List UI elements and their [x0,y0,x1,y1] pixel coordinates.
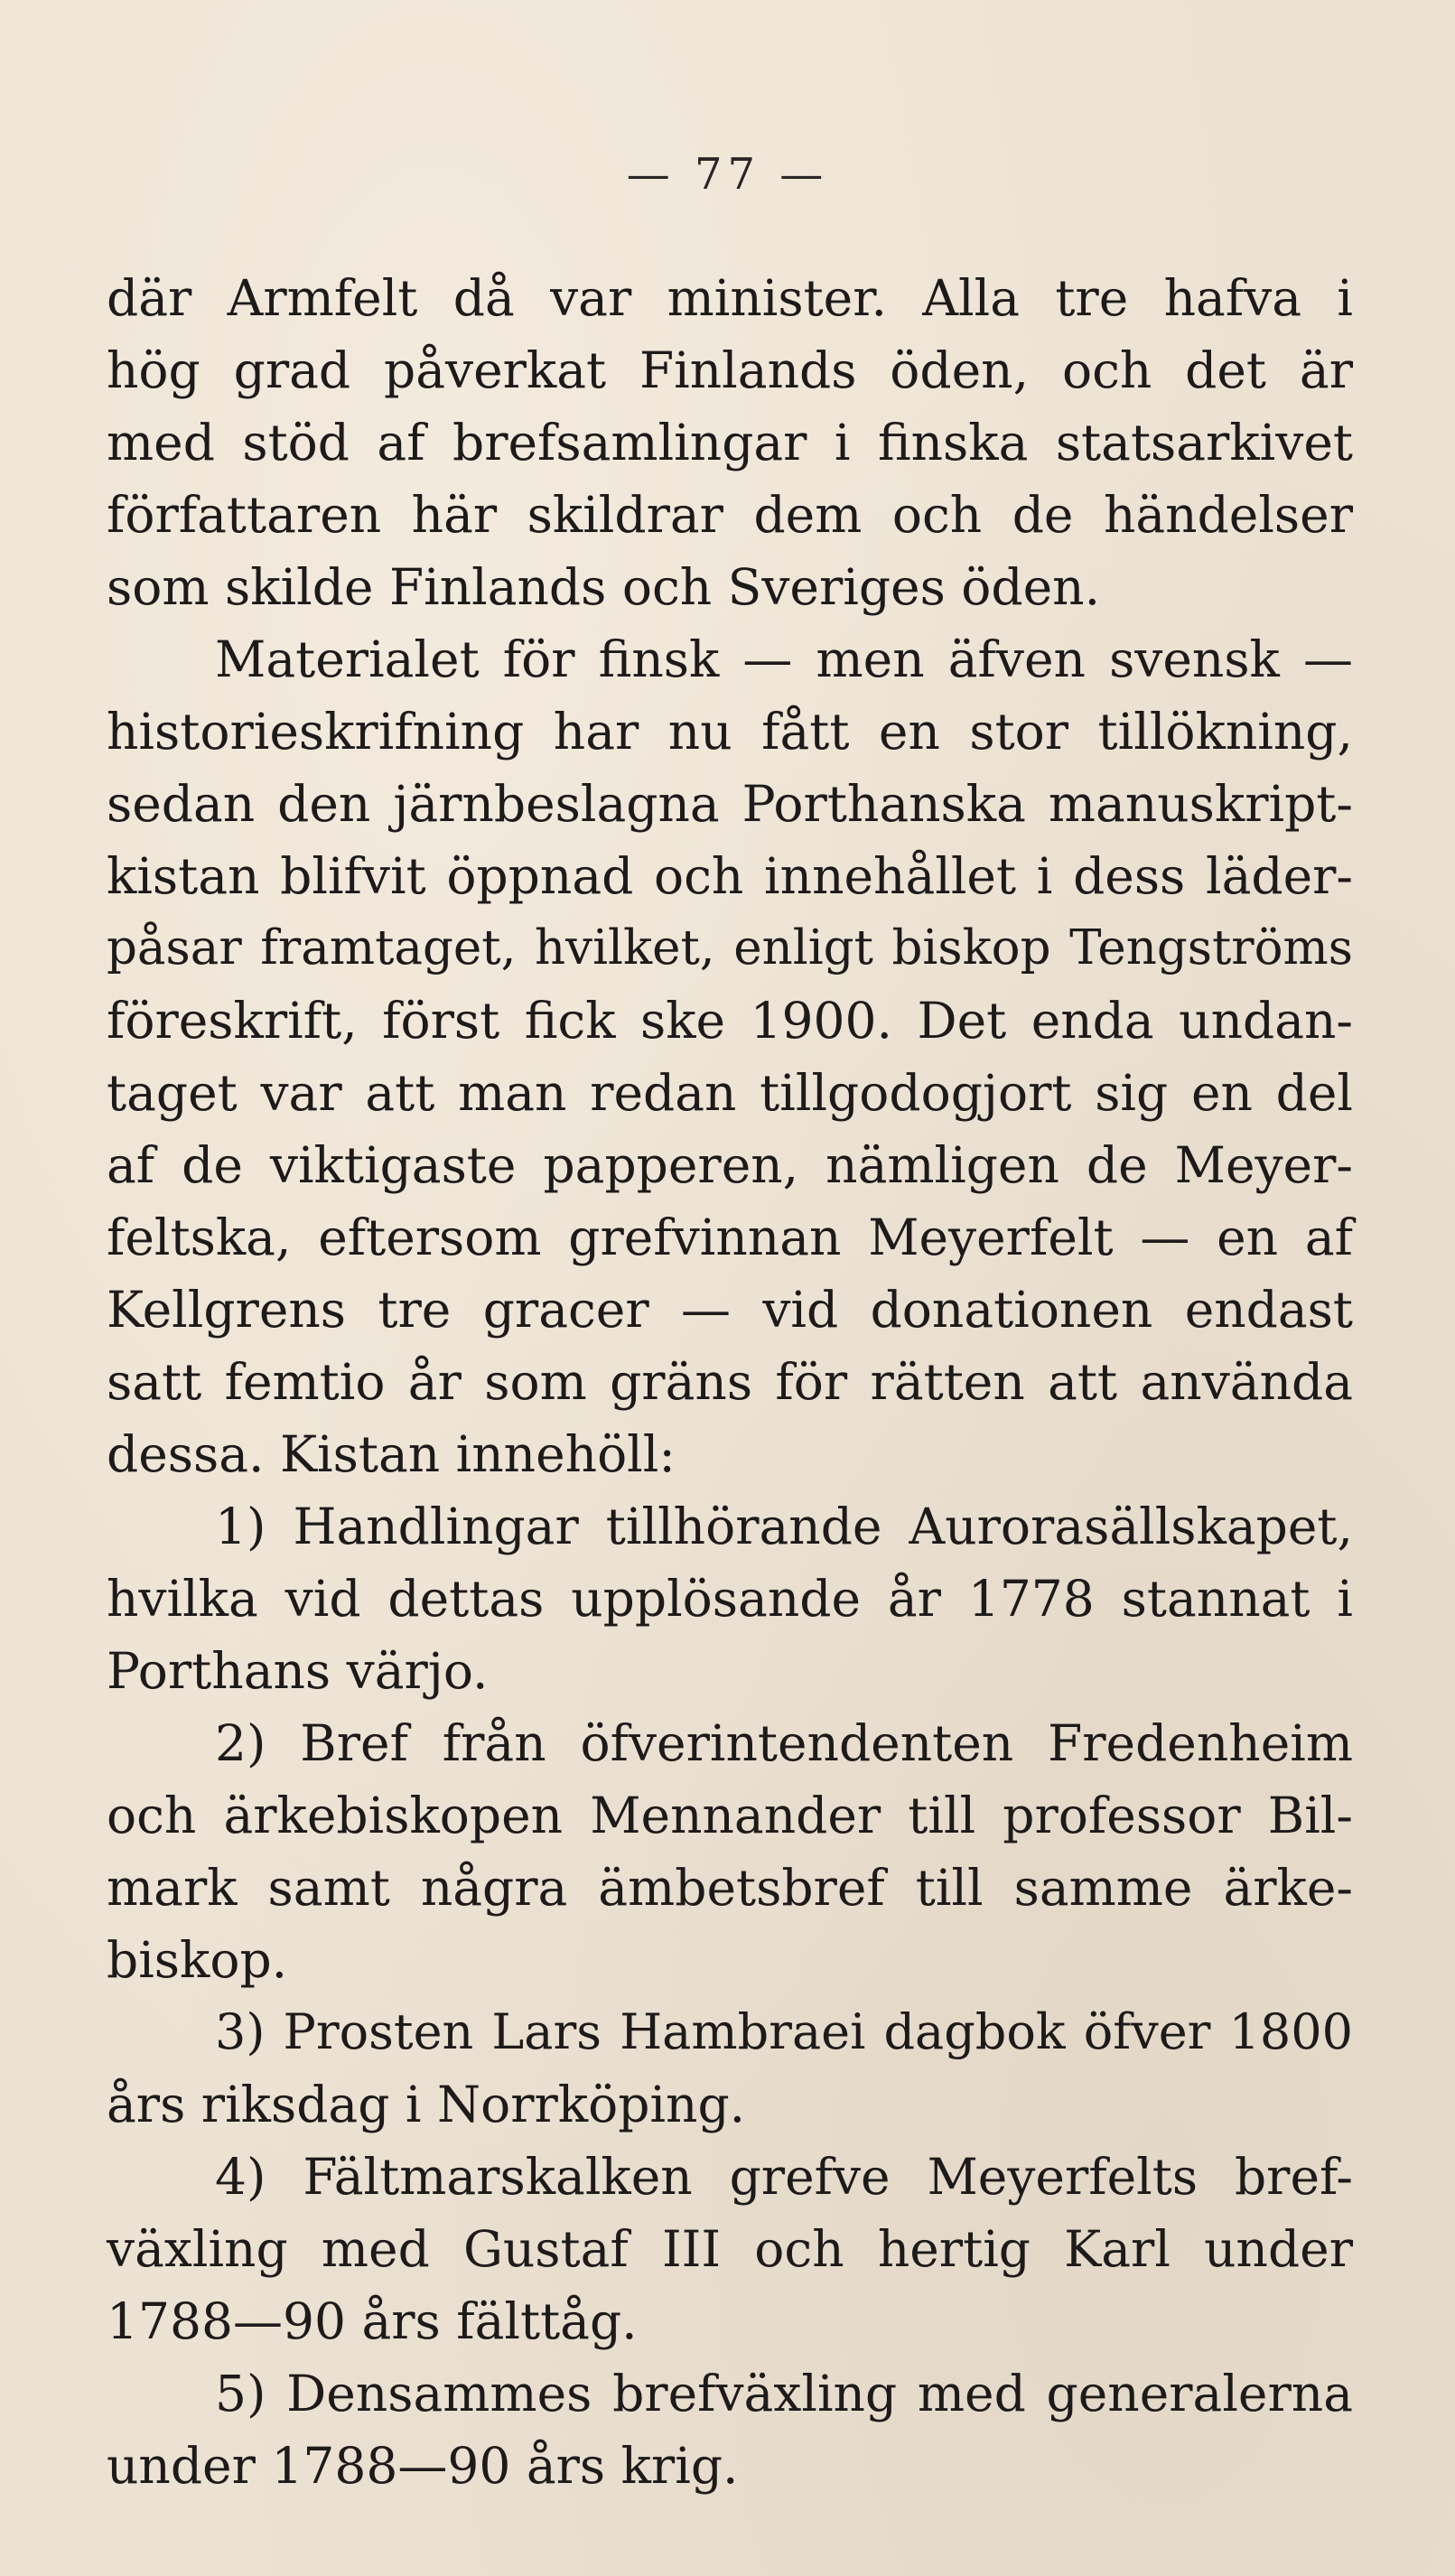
text-line: under 1788—90 års krig. [107,2437,739,2495]
text-line: dessa. Kistan innehöll: [107,1425,676,1483]
text-line: feltska, eftersom grefvinnan Meyerfelt — en af [107,1209,1353,1266]
text-line: växling med Gustaf III och hertig Karl under [107,2220,1353,2278]
text-line: med stöd af brefsamlingar i finska statsarkivet [107,414,1353,471]
text-line: och ärkebiskopen Mennander till professor Bil- [107,1787,1353,1844]
text-line: sedan den järnbeslagna Porthanska manuskript- [107,775,1353,833]
text-line: kistan blifvit öppnad och innehållet i dess läder- [107,847,1353,905]
list-item-first-line: 5) Densammes brefväxling med generalerna [215,2365,1353,2422]
text-line: taget var att man redan tillgodogjort sig en del [107,1064,1353,1122]
text-line: hvilka vid dettas upplösande år 1778 stannat i [107,1570,1353,1628]
text-line: satt femtio år som gräns för rätten att använda [107,1353,1353,1411]
list-item-first-line: 2) Bref från öfverintendenten Fredenheim [215,1714,1353,1772]
text-line: där Armfelt då var minister. Alla tre hafva i [107,269,1353,327]
text-line: mark samt några ämbetsbref till samme ärke- [107,1859,1353,1917]
text-line: författaren här skildrar dem och de händelser [107,486,1353,544]
text-line: historieskrifning har nu fått en stor tillökning, [107,703,1353,761]
text-line: hög grad påverkat Finlands öden, och det är [107,341,1353,399]
list-item-first-line: 3) Prosten Lars Hambraei dagbok öfver 1800 [215,2003,1353,2060]
text-line: års riksdag i Norrköping. [107,2076,746,2133]
text-line: biskop. [107,1931,288,1989]
list-item-first-line: 4) Fältmarskalken grefve Meyerfelts bref- [215,2148,1353,2206]
list-item-first-line: 1) Handlingar tillhörande Aurorasällskapet, [215,1498,1353,1555]
text-line: Kellgrens tre gracer — vid donationen endast [107,1281,1353,1339]
text-line: 1788—90 års fälttåg. [107,2292,638,2350]
text-line: som skilde Finlands och Sveriges öden. [107,558,1101,616]
page-number: — 77 — [626,149,829,200]
text-line: Porthans värjo. [107,1642,489,1700]
text-line: af de viktigaste papperen, nämligen de Meyer- [107,1136,1353,1194]
paragraph-first-line: Materialet för finsk — men äfven svensk — [215,630,1353,688]
text-line: påsar framtaget, hvilket, enligt biskop Tengströms [107,920,1353,975]
text-line: föreskrift, först fick ske 1900. Det enda undan- [107,992,1353,1050]
